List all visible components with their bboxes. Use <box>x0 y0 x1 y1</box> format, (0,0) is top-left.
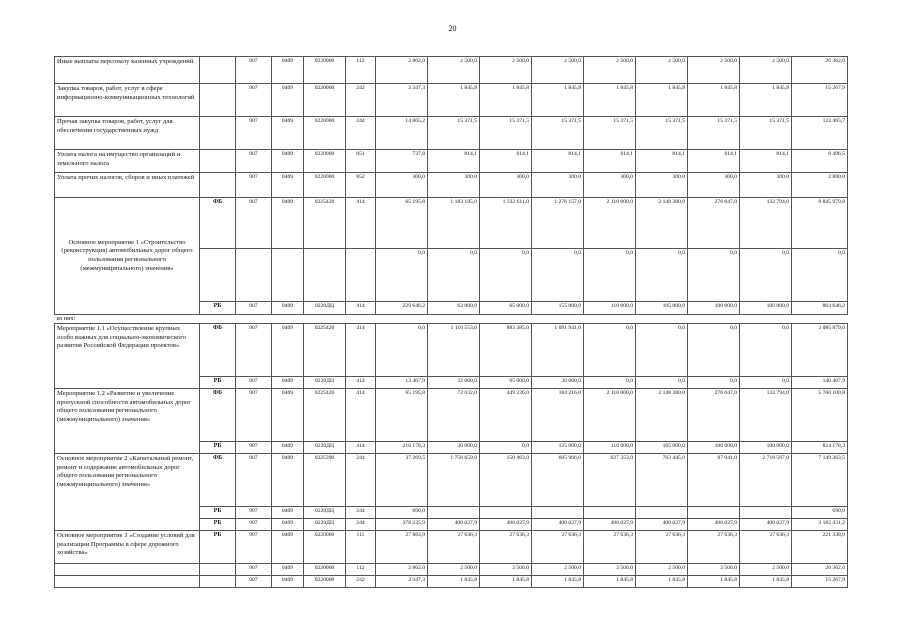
expense-type-cell: 851 <box>346 150 376 173</box>
year-value-cell: 300,0 <box>376 173 428 198</box>
year-value-cell: 1 845,8 <box>532 576 584 588</box>
target-article-cell: 0220ДЦ <box>304 442 346 454</box>
year-value-cell: 15 371,5 <box>428 117 480 150</box>
year-value-cell: 0,0 <box>636 377 688 389</box>
total-cell: 6 496,5 <box>792 150 848 173</box>
total-cell: 122 465,7 <box>792 117 848 150</box>
budget-table <box>54 56 848 588</box>
target-article-cell: 0220000 <box>304 117 346 150</box>
table-row <box>55 150 848 173</box>
expense-name-cell: Уплата прочих налогов, сборов и иных платежей <box>55 173 200 198</box>
measure-name-cell: Основное мероприятие 2 «Капитальный ремонт, ремонт и содержание автомобильных дорог общего пользования регионального (межмуниципального) значения» <box>55 454 200 531</box>
table-row <box>55 564 848 576</box>
target-article-cell: 0225420 <box>304 198 346 249</box>
year-value-cell: 2 862,0 <box>376 57 428 84</box>
year-value-cell: 105 000,0 <box>636 302 688 315</box>
year-value-cell: 15 371,5 <box>688 117 740 150</box>
measure-name-cell: Основное мероприятие 1 «Строительство (реконструкция) автомобильных дорог общего пользования регионального (межмуниципального) значения» <box>55 198 200 315</box>
year-value-cell: 1 276 157,0 <box>532 198 584 249</box>
year-value-cell: 1 845,8 <box>636 84 688 117</box>
section-code-cell: 0409 <box>272 117 304 150</box>
year-value-cell: 2 500,0 <box>480 57 532 84</box>
year-value-cell: 1 845,8 <box>688 84 740 117</box>
year-value-cell: 814,1 <box>740 150 792 173</box>
expense-type-cell <box>346 249 376 302</box>
year-value-cell: 400 027,9 <box>584 519 636 531</box>
year-value-cell: 2 148 380,0 <box>636 198 688 249</box>
grbs-code-cell: 907 <box>236 507 272 519</box>
year-value-cell: 0,0 <box>688 324 740 377</box>
year-value-cell: 27 636,3 <box>532 531 584 564</box>
section-code-cell: 0409 <box>272 442 304 454</box>
expense-type-cell: 414 <box>346 389 376 442</box>
year-value-cell: 1 845,8 <box>740 84 792 117</box>
year-value-cell: 400 027,9 <box>480 519 532 531</box>
year-value-cell: 72 632,0 <box>428 389 480 442</box>
table-row <box>55 324 848 377</box>
grbs-code-cell: 907 <box>236 173 272 198</box>
funding-source-cell <box>200 84 236 117</box>
grbs-code-cell: 907 <box>236 377 272 389</box>
table-row <box>55 198 848 249</box>
year-value-cell: 65 195,8 <box>376 389 428 442</box>
year-value-cell: 1 845,8 <box>688 576 740 588</box>
target-article-cell: 0220ДЦ <box>304 507 346 519</box>
section-code-cell: 0409 <box>272 150 304 173</box>
year-value-cell <box>584 507 636 519</box>
grbs-code-cell: 907 <box>236 531 272 564</box>
page-number: 20 <box>448 24 457 33</box>
expense-type-cell: 112 <box>346 57 376 84</box>
year-value-cell: 65 000,0 <box>480 302 532 315</box>
funding-source-cell: ФБ <box>200 454 236 507</box>
year-value-cell: 15 371,5 <box>740 117 792 150</box>
total-cell: 5 760 100,8 <box>792 389 848 442</box>
grbs-code-cell: 907 <box>236 454 272 507</box>
expense-type-cell: 414 <box>346 324 376 377</box>
year-value-cell: 1 845,8 <box>740 576 792 588</box>
expense-type-cell: 414 <box>346 302 376 315</box>
year-value-cell: 2 110 000,0 <box>584 198 636 249</box>
year-value-cell: 0,0 <box>688 377 740 389</box>
year-value-cell <box>428 507 480 519</box>
year-value-cell: 0,0 <box>636 249 688 302</box>
grbs-code-cell: 907 <box>236 324 272 377</box>
expense-type-cell: 852 <box>346 173 376 198</box>
total-cell: 26 362,0 <box>792 564 848 576</box>
grbs-code-cell: 907 <box>236 564 272 576</box>
year-value-cell: 2 716 567,0 <box>740 454 792 507</box>
funding-source-cell: РБ <box>200 507 236 519</box>
year-value-cell: 27 883,9 <box>376 531 428 564</box>
year-value-cell: 1 845,8 <box>428 84 480 117</box>
table-row <box>55 531 848 564</box>
table-row <box>55 173 848 198</box>
year-value-cell: 30 000,0 <box>428 442 480 454</box>
year-value-cell: 2 500,0 <box>532 57 584 84</box>
year-value-cell: 400 027,9 <box>740 519 792 531</box>
total-cell: 3 085 879,0 <box>792 324 848 377</box>
year-value-cell: 300,0 <box>584 173 636 198</box>
grbs-code-cell: 907 <box>236 150 272 173</box>
year-value-cell: 1 845,8 <box>532 84 584 117</box>
funding-source-cell <box>200 576 236 588</box>
expense-type-cell: 244 <box>346 519 376 531</box>
year-value-cell: 37 269,5 <box>376 454 428 507</box>
total-cell: 8 845 979,8 <box>792 198 848 249</box>
section-code-cell: 0409 <box>272 454 304 507</box>
year-value-cell: 0,0 <box>480 442 532 454</box>
year-value-cell: 2 500,0 <box>688 57 740 84</box>
year-value-cell: 0,0 <box>428 249 480 302</box>
grbs-code-cell: 907 <box>236 442 272 454</box>
funding-source-cell <box>200 57 236 84</box>
year-value-cell: 229 646,2 <box>376 302 428 315</box>
year-value-cell: 2 110 000,0 <box>584 389 636 442</box>
total-cell: 2 800,0 <box>792 173 848 198</box>
total-cell: 15 267,9 <box>792 84 848 117</box>
measure-name-cell: Основное мероприятие 3 «Создание условий для реализации Программы в сфере дорожного хозяйства» <box>55 531 200 564</box>
year-value-cell: 87 041,0 <box>688 454 740 507</box>
year-value-cell: 814,1 <box>480 150 532 173</box>
section-code-cell: 0409 <box>272 173 304 198</box>
target-article-cell: 0220ДЦ <box>304 377 346 389</box>
funding-source-cell: ФБ <box>200 324 236 377</box>
year-value-cell: 300,0 <box>532 173 584 198</box>
year-value-cell: 814,1 <box>428 150 480 173</box>
table-body <box>55 57 848 588</box>
year-value-cell: 0,0 <box>584 377 636 389</box>
year-value-cell: 0,0 <box>376 249 428 302</box>
total-cell: 3 182 431,2 <box>792 519 848 531</box>
year-value-cell: 0,0 <box>532 249 584 302</box>
year-value-cell: 400 027,9 <box>688 519 740 531</box>
target-article-cell <box>304 249 346 302</box>
year-value-cell: 378 235,9 <box>376 519 428 531</box>
table-row <box>55 117 848 150</box>
year-value-cell: 814,1 <box>584 150 636 173</box>
year-value-cell: 0,0 <box>636 324 688 377</box>
year-value-cell: 400 027,9 <box>636 519 688 531</box>
year-value-cell: 105 000,0 <box>636 442 688 454</box>
year-value-cell: 62 000,0 <box>428 302 480 315</box>
year-value-cell: 400 027,9 <box>428 519 480 531</box>
year-value-cell: 2 500,0 <box>584 57 636 84</box>
year-value-cell: 276 047,0 <box>688 389 740 442</box>
expense-name-cell <box>55 564 200 576</box>
year-value-cell: 1 845,8 <box>480 84 532 117</box>
grbs-code-cell: 907 <box>236 117 272 150</box>
year-value-cell: 300,0 <box>480 173 532 198</box>
year-value-cell: 2 500,0 <box>532 564 584 576</box>
funding-source-cell <box>200 564 236 576</box>
year-value-cell: 737,8 <box>376 150 428 173</box>
section-code-cell: 0409 <box>272 531 304 564</box>
total-cell: 26 362,0 <box>792 57 848 84</box>
expense-name-cell: Закупка товаров, работ, услуг в сфере информационно-коммуникационных технологий <box>55 84 200 117</box>
year-value-cell: 0,0 <box>740 377 792 389</box>
target-article-cell: 0225420 <box>304 324 346 377</box>
year-value-cell: 300,0 <box>688 173 740 198</box>
funding-source-cell: ФБ <box>200 198 236 249</box>
year-value-cell <box>636 507 688 519</box>
target-article-cell: 0225390 <box>304 454 346 507</box>
expense-type-cell: 112 <box>346 564 376 576</box>
year-value-cell <box>480 507 532 519</box>
year-value-cell: 100 000,0 <box>688 442 740 454</box>
year-value-cell <box>532 507 584 519</box>
section-code-cell: 0409 <box>272 84 304 117</box>
year-value-cell: 2 500,0 <box>428 57 480 84</box>
year-value-cell <box>740 507 792 519</box>
funding-source-cell: РБ <box>200 519 236 531</box>
expense-name-cell: Прочая закупка товаров, работ, услуг для обеспечения государственных нужд <box>55 117 200 150</box>
subsection-label: из них: <box>55 315 848 324</box>
year-value-cell: 100 000,0 <box>688 302 740 315</box>
year-value-cell: 184 216,0 <box>532 389 584 442</box>
section-code-cell: 0409 <box>272 302 304 315</box>
measure-name-cell: Мероприятие 1.2 «Развитие и увеличение пропускной способности автомобильных дорог общего пользования регионального (межмуниципального) значения» <box>55 389 200 454</box>
target-article-cell: 0220000 <box>304 576 346 588</box>
year-value-cell: 65 000,0 <box>480 377 532 389</box>
funding-source-cell: РБ <box>200 442 236 454</box>
year-value-cell: 2 500,0 <box>480 564 532 576</box>
year-value-cell: 276 047,0 <box>688 198 740 249</box>
year-value-cell: 1 110 553,0 <box>428 324 480 377</box>
year-value-cell: 300,0 <box>428 173 480 198</box>
year-value-cell: 0,0 <box>740 324 792 377</box>
year-value-cell: 2 500,0 <box>428 564 480 576</box>
section-code-cell: 0409 <box>272 324 304 377</box>
year-value-cell: 132 794,0 <box>740 389 792 442</box>
year-value-cell: 2 500,0 <box>740 57 792 84</box>
year-value-cell: 1 845,8 <box>584 576 636 588</box>
total-cell: 15 267,9 <box>792 576 848 588</box>
total-cell: 221 338,0 <box>792 531 848 564</box>
year-value-cell: 2 862,0 <box>376 564 428 576</box>
expense-type-cell: 111 <box>346 531 376 564</box>
expense-type-cell: 244 <box>346 454 376 507</box>
year-value-cell: 1 183 185,0 <box>428 198 480 249</box>
grbs-code-cell: 907 <box>236 302 272 315</box>
year-value-cell: 15 371,5 <box>480 117 532 150</box>
expense-type-cell: 242 <box>346 84 376 117</box>
year-value-cell: 155 000,0 <box>532 302 584 315</box>
year-value-cell: 627 353,0 <box>584 454 636 507</box>
section-code-cell: 0409 <box>272 57 304 84</box>
expense-type-cell: 244 <box>346 117 376 150</box>
table-row <box>55 84 848 117</box>
table-row <box>55 389 848 442</box>
year-value-cell: 15 371,5 <box>532 117 584 150</box>
grbs-code-cell: 907 <box>236 84 272 117</box>
target-article-cell: 0220000 <box>304 84 346 117</box>
section-code-cell: 0409 <box>272 519 304 531</box>
table-row <box>55 576 848 588</box>
section-code-cell <box>272 249 304 302</box>
year-value-cell <box>688 507 740 519</box>
table-row <box>55 315 848 324</box>
section-code-cell: 0409 <box>272 576 304 588</box>
year-value-cell: 1 845,8 <box>480 576 532 588</box>
section-code-cell: 0409 <box>272 564 304 576</box>
year-value-cell: 300,0 <box>636 173 688 198</box>
year-value-cell: 0,0 <box>740 249 792 302</box>
year-value-cell: 13 467,9 <box>376 377 428 389</box>
target-article-cell: 0220000 <box>304 150 346 173</box>
section-code-cell: 0409 <box>272 198 304 249</box>
target-article-cell: 0225420 <box>304 389 346 442</box>
year-value-cell: 32 000,0 <box>428 377 480 389</box>
year-value-cell: 2 500,0 <box>636 564 688 576</box>
year-value-cell: 1 845,8 <box>584 84 636 117</box>
funding-source-cell: ФБ <box>200 389 236 442</box>
year-value-cell: 132 794,0 <box>740 198 792 249</box>
target-article-cell: 0220000 <box>304 564 346 576</box>
expense-name-cell: Иные выплаты персоналу казенных учреждений <box>55 57 200 84</box>
table-row <box>55 57 848 84</box>
year-value-cell: 0,0 <box>584 249 636 302</box>
year-value-cell: 110 000,0 <box>584 302 636 315</box>
grbs-code-cell: 907 <box>236 576 272 588</box>
year-value-cell: 125 000,0 <box>532 442 584 454</box>
grbs-code-cell: 907 <box>236 389 272 442</box>
year-value-cell: 2 347,3 <box>376 84 428 117</box>
expense-name-cell: Уплата налога на имущество организаций и земельного налога <box>55 150 200 173</box>
funding-source-cell: РБ <box>200 531 236 564</box>
year-value-cell: 300,0 <box>740 173 792 198</box>
total-cell: 7 149 263,5 <box>792 454 848 507</box>
funding-source-cell <box>200 150 236 173</box>
expense-type-cell: 414 <box>346 198 376 249</box>
year-value-cell: 1 332 611,0 <box>480 198 532 249</box>
total-cell: 140 467,9 <box>792 377 848 389</box>
year-value-cell: 30 000,0 <box>532 377 584 389</box>
year-value-cell: 14 865,2 <box>376 117 428 150</box>
target-article-cell: 0220000 <box>304 173 346 198</box>
grbs-code-cell: 907 <box>236 198 272 249</box>
year-value-cell: 27 636,3 <box>636 531 688 564</box>
section-code-cell: 0409 <box>272 389 304 442</box>
year-value-cell: 2 500,0 <box>688 564 740 576</box>
measure-name-cell: Мероприятие 1.1 «Осуществление крупных особо важных для социально-экономического развития Российской Федерации проектов» <box>55 324 200 389</box>
expense-type-cell: 244 <box>346 507 376 519</box>
year-value-cell: 2 500,0 <box>636 57 688 84</box>
year-value-cell: 100 000,0 <box>740 302 792 315</box>
target-article-cell: 0220000 <box>304 57 346 84</box>
expense-type-cell: 414 <box>346 377 376 389</box>
year-value-cell: 2 500,0 <box>584 564 636 576</box>
funding-source-cell <box>200 117 236 150</box>
year-value-cell: 690,0 <box>376 507 428 519</box>
total-cell: 824 178,3 <box>792 442 848 454</box>
year-value-cell: 15 371,5 <box>636 117 688 150</box>
target-article-cell: 0220000 <box>304 531 346 564</box>
year-value-cell: 814,1 <box>532 150 584 173</box>
year-value-cell: 605 966,0 <box>532 454 584 507</box>
year-value-cell: 2 500,0 <box>740 564 792 576</box>
year-value-cell: 216 178,3 <box>376 442 428 454</box>
total-cell: 690,0 <box>792 507 848 519</box>
year-value-cell: 814,1 <box>688 150 740 173</box>
target-article-cell: 0220ДЦ <box>304 302 346 315</box>
year-value-cell: 0,0 <box>480 249 532 302</box>
year-value-cell: 15 371,5 <box>584 117 636 150</box>
funding-source-cell <box>200 173 236 198</box>
funding-source-cell: РБ <box>200 302 236 315</box>
year-value-cell: 0,0 <box>688 249 740 302</box>
grbs-code-cell <box>236 249 272 302</box>
total-cell: 864 646,2 <box>792 302 848 315</box>
year-value-cell: 1 091 941,0 <box>532 324 584 377</box>
total-cell: 0,0 <box>792 249 848 302</box>
year-value-cell: 449 236,0 <box>480 389 532 442</box>
year-value-cell: 1 845,8 <box>428 576 480 588</box>
year-value-cell: 100 000,0 <box>740 442 792 454</box>
year-value-cell: 763 445,0 <box>636 454 688 507</box>
year-value-cell: 150 463,0 <box>480 454 532 507</box>
year-value-cell: 400 027,9 <box>532 519 584 531</box>
year-value-cell: 883 385,0 <box>480 324 532 377</box>
year-value-cell: 1 845,8 <box>636 576 688 588</box>
year-value-cell: 814,1 <box>636 150 688 173</box>
grbs-code-cell: 907 <box>236 57 272 84</box>
year-value-cell: 2 347,3 <box>376 576 428 588</box>
year-value-cell: 65 195,8 <box>376 198 428 249</box>
year-value-cell: 27 636,3 <box>688 531 740 564</box>
section-code-cell: 0409 <box>272 377 304 389</box>
target-article-cell: 0220ДЦ <box>304 519 346 531</box>
expense-type-cell: 242 <box>346 576 376 588</box>
year-value-cell: 27 636,3 <box>740 531 792 564</box>
section-code-cell: 0409 <box>272 507 304 519</box>
year-value-cell: 1 756 659,0 <box>428 454 480 507</box>
year-value-cell: 110 000,0 <box>584 442 636 454</box>
year-value-cell: 0,0 <box>584 324 636 377</box>
expense-type-cell: 414 <box>346 442 376 454</box>
year-value-cell: 0,0 <box>376 324 428 377</box>
grbs-code-cell: 907 <box>236 519 272 531</box>
table-row <box>55 454 848 507</box>
year-value-cell: 2 148 380,0 <box>636 389 688 442</box>
year-value-cell: 27 636,3 <box>480 531 532 564</box>
funding-source-cell: РБ <box>200 377 236 389</box>
year-value-cell: 27 636,3 <box>584 531 636 564</box>
year-value-cell: 27 636,3 <box>428 531 480 564</box>
expense-name-cell <box>55 576 200 588</box>
funding-source-cell <box>200 249 236 302</box>
